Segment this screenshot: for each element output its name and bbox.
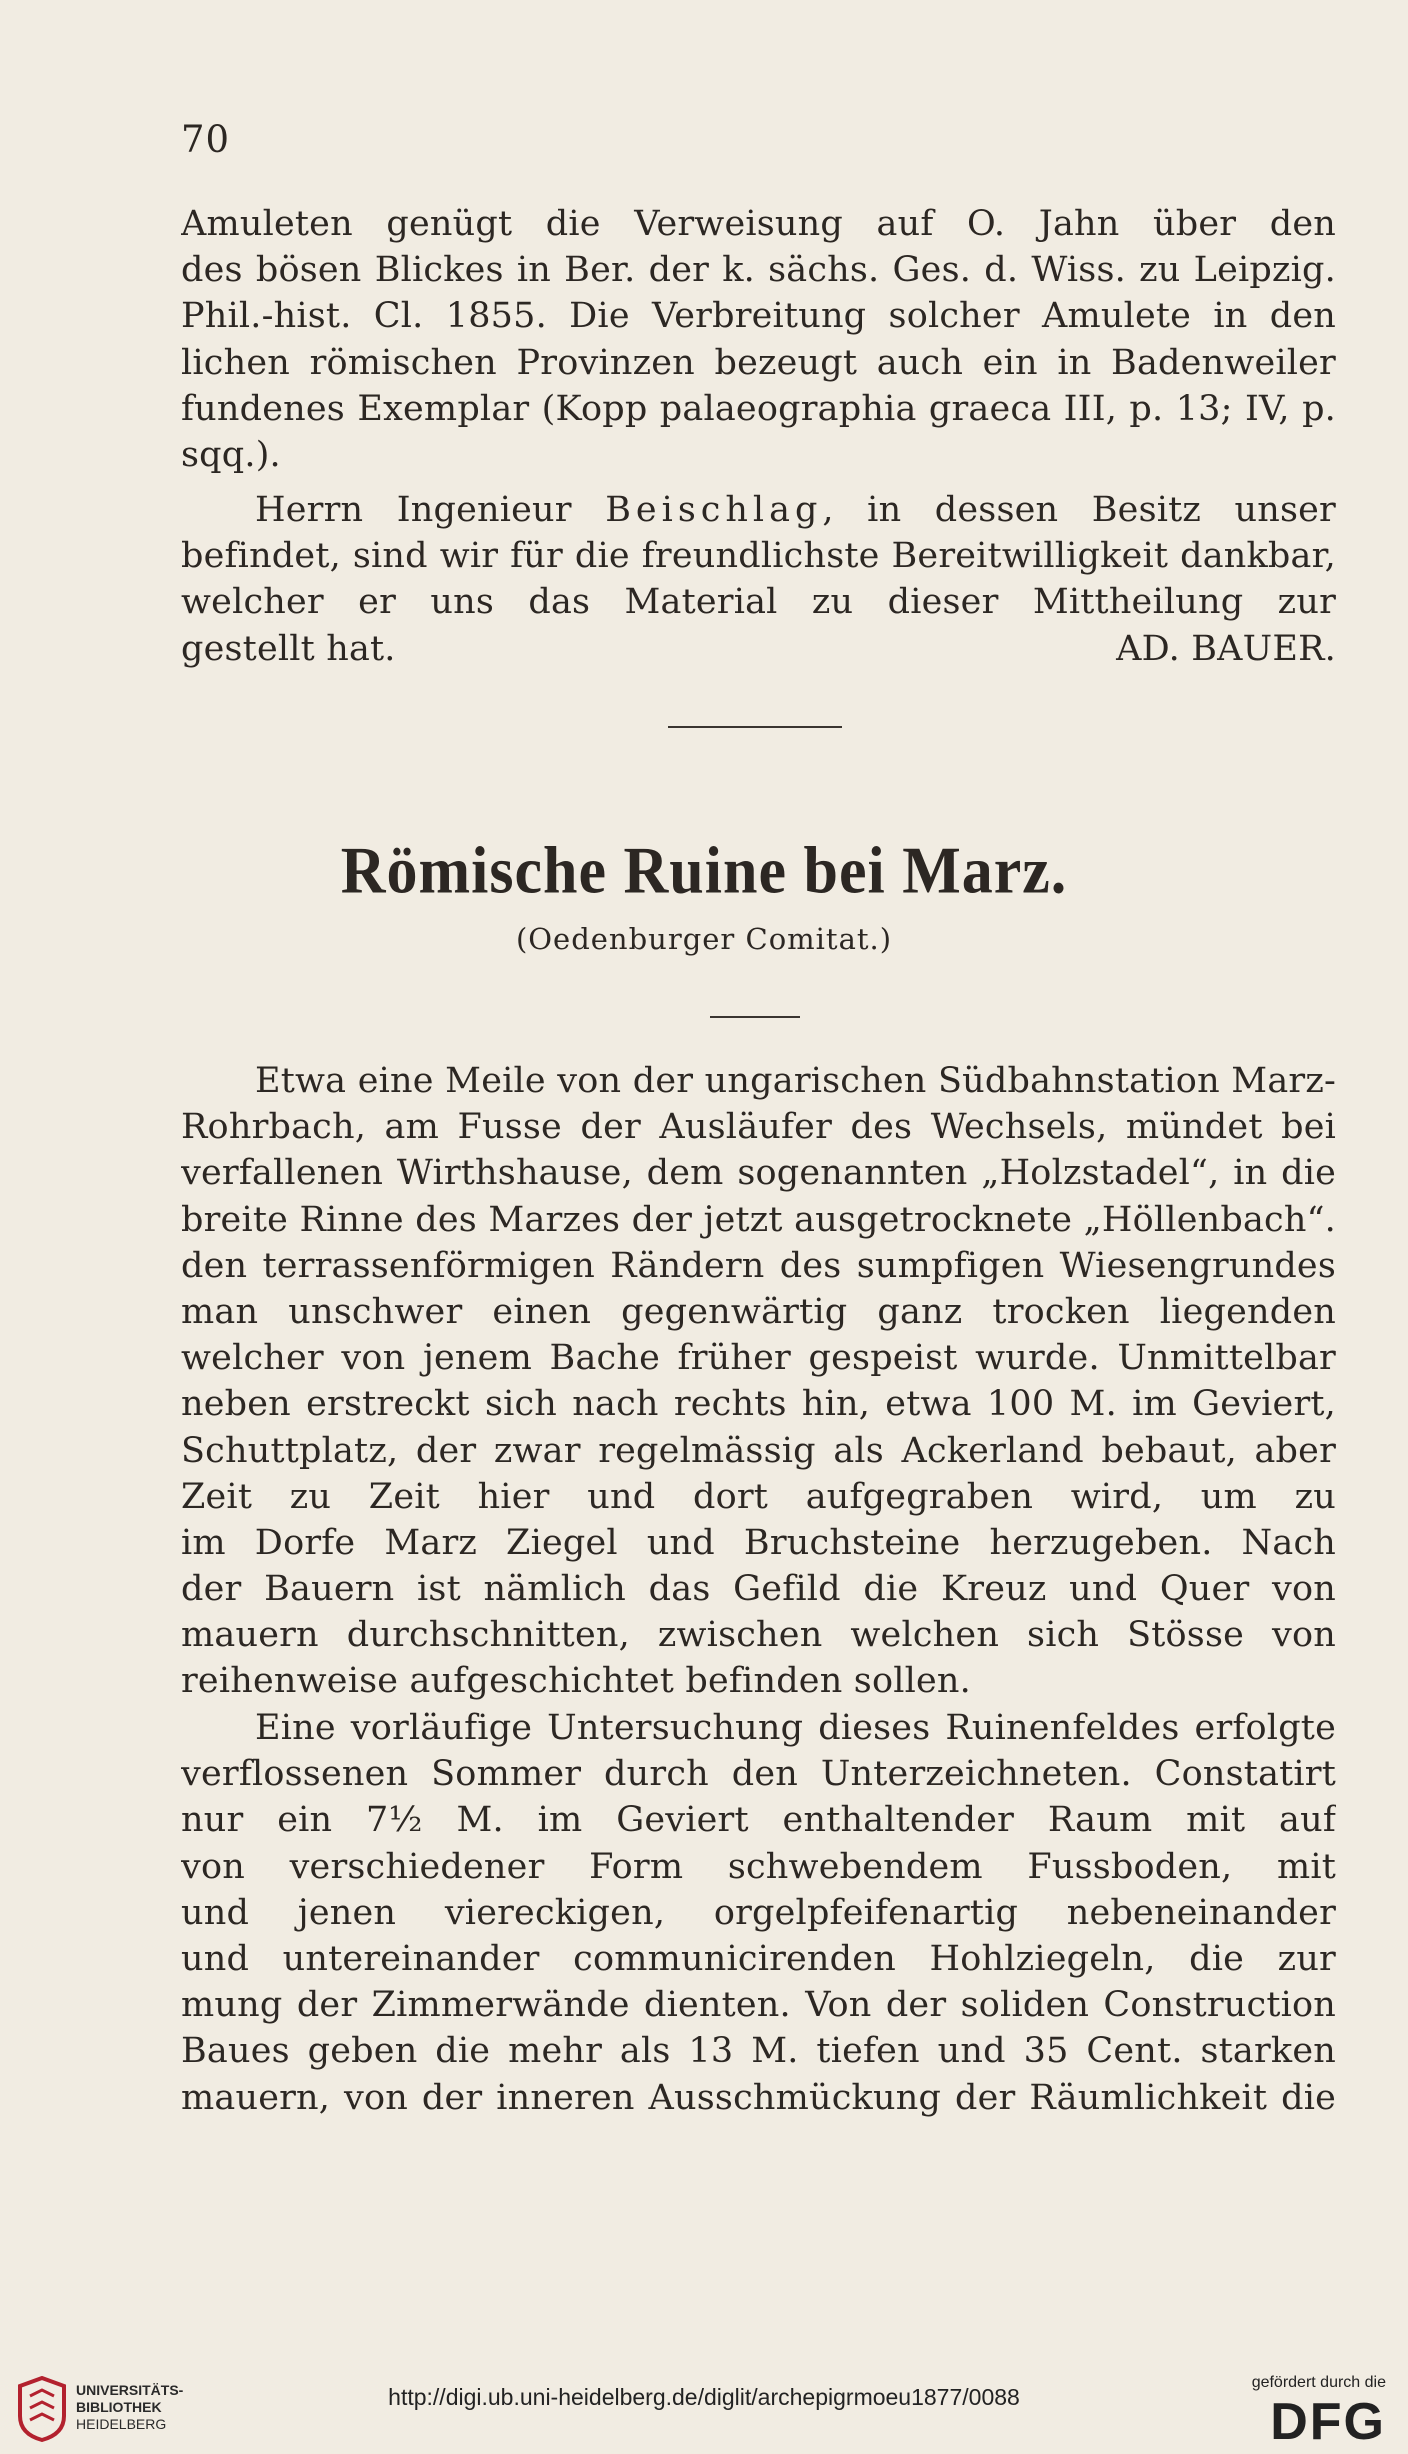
article-subtitle: (Oedenburger Comitat.)	[515, 922, 893, 956]
text-line: Amuleten genügt die Verweisung auf O. Jahn über den	[181, 204, 1336, 244]
text-line: fundenes Exemplar (Kopp palaeographia graeca III, p. 13; IV, p.	[181, 388, 1336, 429]
text-line: den terrassenförmigen Rändern des sumpfigen Wiesengrundes	[181, 1245, 1336, 1286]
text-line: neben erstreckt sich nach rechts hin, etwa 100 M. im Geviert,	[181, 1384, 1336, 1425]
text-line: welcher er uns das Material zu dieser Mittheilung zur	[181, 582, 1336, 623]
text-line: nur ein 7½ M. im Geviert enthaltender Raum mit auf	[181, 1800, 1336, 1841]
paragraph-1	[181, 201, 1336, 478]
text-line: verflossenen Sommer durch den Unterzeichneten. Constatirt	[181, 1754, 1336, 1795]
paragraph-3	[181, 1058, 1336, 1705]
text-line: der Bauern ist nämlich das Gefild die Kreuz und Quer von	[181, 1569, 1336, 1610]
text-line: Zeit zu Zeit hier und dort aufgegraben wird, um zu	[181, 1476, 1336, 1517]
library-name-line: BIBLIOTHEK	[76, 2399, 162, 2415]
text-line: Etwa eine Meile von der ungarischen Südbahnstation Marz-	[255, 1061, 1336, 1101]
text-line: Eine vorläufige Untersuchung dieses Ruinenfeldes erfolgte	[255, 1708, 1336, 1748]
text-line: mauern, von der inneren Ausschmückung der Räumlichkeit die	[181, 2077, 1336, 2118]
author-signature: AD. BAUER.	[1116, 628, 1336, 669]
text-line: mung der Zimmerwände dienten. Von der soliden Construction	[181, 1985, 1336, 2026]
text-fragment: gestellt hat.	[181, 628, 396, 669]
article-title: Römische Ruine bei Marz.	[340, 834, 1068, 908]
text-line: Baues geben die mehr als 13 M. tiefen und 35 Cent. starken	[181, 2031, 1336, 2072]
text-line	[181, 626, 1336, 672]
dfg-wordmark: DFG	[1270, 2393, 1386, 2451]
library-name-line: UNIVERSITÄTS-	[76, 2382, 184, 2398]
text-line: welcher von jenem Bache früher gespeist wurde. Unmittelbar	[181, 1338, 1336, 1379]
paragraph-4	[181, 1705, 1336, 2121]
section-divider	[668, 726, 842, 728]
text-line: von verschiedener Form schwebendem Fussboden, mit	[181, 1846, 1336, 1887]
text-line: Rohrbach, am Fusse der Ausläufer des Wechsels, mündet bei	[181, 1107, 1336, 1148]
source-url-link[interactable]: http://digi.ub.uni-heidelberg.de/diglit/archepigrmoeu1877/0088	[388, 2384, 1020, 2410]
library-name-line: HEIDELBERG	[76, 2416, 167, 2432]
text-line: des bösen Blickes in Ber. der k. sächs. Ges. d. Wiss. zu Leipzig.	[181, 250, 1336, 291]
text-line: Schuttplatz, der zwar regelmässig als Ackerland bebaut, aber	[181, 1430, 1336, 1471]
funding-text: gefördert durch die	[1251, 2374, 1386, 2391]
text-line: und jenen viereckigen, orgelpfeifenartig nebeneinander	[181, 1892, 1336, 1933]
text-line: reihenweise aufgeschichtet befinden sollen.	[181, 1661, 971, 1702]
page-number: 70	[181, 118, 231, 161]
text-line: breite Rinne des Marzes der jetzt ausgetrocknete „Höllenbach“.	[181, 1199, 1336, 1240]
text-fragment: , in dessen Besitz unser	[822, 490, 1336, 530]
text-line: sqq.).	[181, 434, 281, 475]
paragraph-2	[181, 487, 1336, 672]
text-line: lichen römischen Provinzen bezeugt auch ein in Badenweiler	[181, 342, 1336, 383]
text-line: Phil.-hist. Cl. 1855. Die Verbreitung solcher Amulete in den	[181, 296, 1336, 337]
title-divider	[710, 1016, 800, 1018]
text-line: man unschwer einen gegenwärtig ganz trocken liegenden	[181, 1291, 1336, 1332]
text-fragment: Herrn Ingenieur	[255, 490, 572, 530]
person-name: Beischlag	[605, 490, 823, 530]
text-line: befindet, sind wir für die freundlichste Bereitwilligkeit dankbar,	[181, 536, 1336, 577]
text-line: mauern durchschnitten, zwischen welchen sich Stösse von	[181, 1615, 1336, 1656]
text-line	[181, 487, 1336, 533]
text-line: und untereinander communicirenden Hohlziegeln, die zur	[181, 1938, 1336, 1979]
text-line: im Dorfe Marz Ziegel und Bruchsteine herzugeben. Nach	[181, 1522, 1336, 1563]
text-line: verfallenen Wirthshause, dem sogenannten „Holzstadel“, in die	[181, 1153, 1336, 1194]
dfg-logo[interactable]	[1251, 2374, 1386, 2451]
